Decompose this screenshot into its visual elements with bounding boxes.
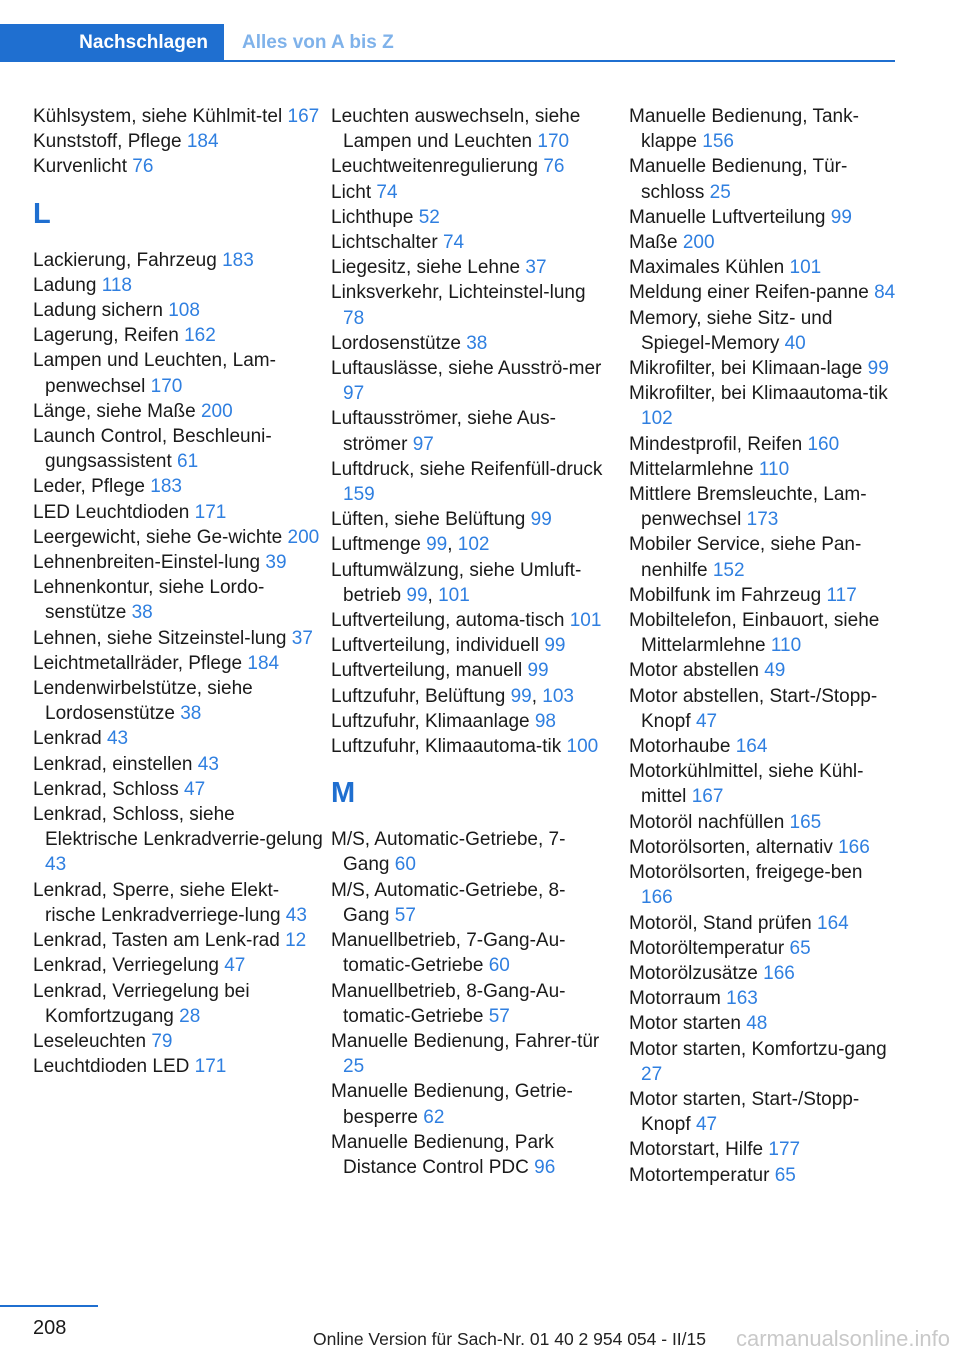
page-link[interactable]: 43	[45, 854, 67, 876]
entry-term: Kunststoff, Pflege	[33, 131, 187, 153]
index-entry	[629, 911, 899, 936]
page-link[interactable]: 52	[418, 206, 440, 228]
entry-term: Manuelle Bedienung, Tank-klappe	[629, 106, 859, 153]
page-link[interactable]: 177	[768, 1139, 801, 1161]
index-entry	[33, 1029, 323, 1054]
entry-term: Lichthupe	[331, 206, 419, 228]
page-link[interactable]: 74	[442, 232, 465, 254]
page-link[interactable]: 167	[287, 106, 320, 127]
page-link[interactable]: 183	[222, 249, 254, 271]
page-link[interactable]: 171	[194, 501, 227, 523]
entry-term: Mikrofilter, bei Klimaan-lage	[629, 358, 868, 380]
page-link[interactable]: 163	[726, 988, 758, 1010]
entry-term: Lehnenkontur, siehe Lordo-senstütze	[33, 577, 265, 624]
index-entry	[629, 1163, 899, 1188]
entry-term: Lenkrad, Schloss, siehe Elektrische Lenkradverrie-gelung	[33, 804, 323, 851]
index-entry	[331, 1079, 603, 1129]
index-entry	[331, 507, 603, 532]
page-link[interactable]: 165	[789, 811, 822, 833]
index-entry	[629, 583, 899, 608]
index-column-1	[33, 104, 323, 1079]
page-link[interactable]: 110	[758, 458, 790, 480]
page-link[interactable]: 99	[527, 660, 549, 682]
index-entry	[331, 230, 603, 255]
index-entry	[629, 986, 899, 1011]
entry-term: Meldung einer Reifen-panne	[629, 282, 875, 304]
entry-term: Luftverteilung, automa-tisch	[331, 610, 570, 632]
index-entry	[331, 154, 603, 179]
page-link[interactable]: 99	[530, 509, 552, 531]
entry-term: Motorölsorten, alternativ	[629, 836, 839, 858]
entry-term: Luftausströmer, siehe Aus-strömer	[331, 408, 556, 455]
index-entry	[331, 1130, 603, 1180]
index-entry	[629, 684, 899, 734]
page-link[interactable]: 118	[101, 274, 132, 296]
entry-term: Leuchtweitenregulierung	[331, 156, 544, 178]
page-link[interactable]: 99	[406, 584, 428, 606]
entry-term: Manuellbetrieb, 8-Gang-Au-tomatic-Getriebe	[331, 980, 566, 1027]
entry-term: Motoröltemperatur	[629, 937, 790, 959]
index-entry	[629, 608, 899, 658]
index-entry	[629, 381, 899, 431]
page-link[interactable]: 76	[132, 156, 154, 178]
section-letter: M	[331, 777, 356, 810]
entry-term: Manuelle Bedienung, Tür-schloss	[629, 156, 848, 203]
entry-term: Leuchten auswechseln, siehe Lampen und Leuchten	[331, 106, 581, 153]
entry-term: Luftdruck, siehe Reifenfüll-druck	[331, 458, 603, 480]
page-link[interactable]: 160	[807, 433, 840, 455]
entry-term: Manuelle Bedienung, Fahrer-tür	[331, 1030, 600, 1052]
entry-term: Mobiler Service, siehe Pan-nenhilfe	[629, 534, 862, 581]
index-entry	[331, 406, 603, 456]
entry-term: Licht	[331, 181, 377, 203]
page-link[interactable]: 65	[789, 937, 811, 959]
page-link[interactable]: 183	[150, 476, 182, 498]
page-link[interactable]: 99	[830, 206, 852, 228]
entry-term: Luftverteilung, manuell	[331, 660, 528, 682]
entry-term: M/S, Automatic-Getriebe, 7-Gang	[331, 829, 566, 876]
entry-term: Launch Control, Beschleuni-gungsassistent	[33, 426, 272, 473]
index-entry	[629, 759, 899, 809]
page-link[interactable]: 200	[200, 400, 233, 422]
index-entry	[331, 205, 603, 230]
index-entry: Luftumwälzung, siehe Umluft-betrieb 99, 101	[331, 559, 582, 606]
entry-term: Lichtschalter	[331, 232, 443, 254]
entry-term: Maße	[629, 232, 683, 254]
index-entry	[33, 979, 323, 1029]
page-link[interactable]: 99	[426, 534, 448, 556]
tab-nachschlagen[interactable]: Nachschlagen	[0, 24, 224, 62]
index-entry	[629, 532, 899, 582]
page-link[interactable]: 65	[774, 1164, 796, 1186]
entry-term: Luftzufuhr, Klimaanlage	[331, 710, 535, 732]
entry-term: Liegesitz, siehe Lehne	[331, 257, 526, 279]
entry-term: Manuelle Luftverteilung	[629, 206, 831, 228]
entry-term: Kühlsystem, siehe Kühlmit-tel	[33, 106, 288, 127]
index-entry	[33, 348, 323, 398]
index-entry	[629, 306, 899, 356]
page-link[interactable]: 162	[184, 325, 216, 347]
entry-term: Ladung	[33, 274, 102, 296]
page-link[interactable]: 60	[488, 955, 510, 977]
index-entry	[629, 835, 899, 860]
page-link[interactable]: 47	[695, 1114, 718, 1136]
page-link[interactable]: 99	[867, 358, 889, 380]
index-entry	[33, 525, 323, 550]
page-link[interactable]: 47	[695, 710, 718, 732]
index-entry	[33, 104, 323, 129]
index-entry	[33, 550, 323, 575]
entry-term: Motor starten, Start-/Stopp-Knopf	[629, 1088, 860, 1136]
page-link[interactable]: 170	[537, 131, 570, 153]
page-link[interactable]: 152	[712, 559, 745, 581]
page-link[interactable]: 159	[343, 484, 375, 506]
entry-term: Motor abstellen, Start-/Stopp-Knopf	[629, 685, 878, 732]
page-link[interactable]: 97	[412, 433, 434, 455]
index-entry	[331, 979, 603, 1029]
index-entry	[33, 129, 323, 154]
page-link[interactable]: 38	[466, 332, 488, 354]
page-link[interactable]: 38	[131, 602, 153, 624]
page-link[interactable]: 37	[291, 627, 313, 649]
entry-term: Lüften, siehe Belüftung	[331, 509, 531, 531]
page-link[interactable]: 79	[151, 1030, 173, 1052]
entry-term: Luftzufuhr, Klimaautoma-tik	[331, 736, 567, 758]
index-entry	[629, 255, 899, 280]
page-link[interactable]: 117	[826, 584, 857, 606]
index-entry	[33, 953, 323, 978]
page-link[interactable]: 102	[641, 408, 673, 430]
index-entry	[33, 424, 323, 474]
entry-term: Ladung sichern	[33, 300, 169, 322]
entry-term: Mobilfunk im Fahrzeug	[629, 584, 827, 606]
page-link[interactable]: 62	[423, 1106, 445, 1128]
index-entry	[629, 1137, 899, 1162]
entry-term: Mittelarmlehne	[629, 458, 759, 480]
page-link[interactable]: 25	[709, 181, 731, 203]
index-entry	[33, 298, 323, 323]
index-entry	[629, 961, 899, 986]
index-entry	[331, 633, 603, 658]
page-link[interactable]: 99	[510, 685, 532, 707]
page-link[interactable]: 60	[394, 854, 416, 876]
entry-term: Motorhaube	[629, 736, 736, 758]
page-link[interactable]: 103	[542, 685, 574, 707]
index-entry	[331, 280, 603, 330]
index-entry	[331, 1029, 603, 1079]
entry-term: Lenkrad, Verriegelung	[33, 955, 225, 977]
page-link[interactable]: 78	[343, 307, 365, 329]
index-entry	[33, 676, 323, 726]
entry-term: Lenkrad, Schloss	[33, 778, 185, 800]
entry-term: Motoröl, Stand prüfen	[629, 912, 817, 934]
page-link[interactable]: 84	[874, 282, 896, 304]
index-entry	[629, 356, 899, 381]
index-entry	[629, 860, 899, 910]
index-entry	[33, 500, 323, 525]
page-link[interactable]: 97	[343, 383, 365, 405]
online-version-text: Online Version für Sach-Nr. 01 40 2 954 054 - II/15	[312, 1329, 706, 1349]
entry-term: Mittlere Bremsleuchte, Lam-penwechsel	[629, 484, 867, 531]
page-link[interactable]: 61	[177, 451, 199, 473]
page-link[interactable]: 166	[838, 836, 870, 858]
index-entry	[629, 230, 899, 255]
page-link[interactable]: 40	[784, 332, 806, 354]
page-link[interactable]: 101	[789, 257, 822, 279]
index-entry	[629, 280, 899, 305]
index-entry	[629, 457, 899, 482]
page-link[interactable]: 99	[544, 635, 566, 657]
page-link[interactable]: 166	[763, 962, 795, 984]
index-entry	[331, 734, 603, 759]
index-entry	[629, 432, 899, 457]
page-link[interactable]: 74	[376, 181, 398, 203]
index-entry	[33, 777, 323, 802]
entry-term: Motortemperatur	[629, 1164, 775, 1186]
entry-term: Leuchtdioden LED	[33, 1056, 195, 1078]
index-entry	[331, 356, 603, 406]
entry-term: Lampen und Leuchten, Lam-penwechsel	[33, 350, 276, 397]
watermark-logo: carmanualsonline.info	[735, 1326, 950, 1351]
index-entry	[33, 752, 323, 777]
index-entry	[33, 802, 323, 878]
entry-term: Lordosenstütze	[331, 332, 467, 354]
index-entry	[331, 104, 603, 154]
index-entry	[629, 1087, 899, 1137]
page-link[interactable]: 27	[641, 1063, 663, 1085]
entry-term: Motorölzusätze	[629, 962, 764, 984]
entry-term: Memory, siehe Sitz- und Spiegel-Memory	[629, 307, 833, 354]
page-link[interactable]: 43	[106, 728, 129, 750]
index-entry	[629, 810, 899, 835]
entry-term: Manuelle Bedienung, Park Distance Control PDC	[331, 1131, 554, 1178]
page-link[interactable]: 200	[682, 232, 715, 254]
index-entry	[629, 482, 899, 532]
index-entry	[331, 457, 603, 507]
entry-term: Maximales Kühlen	[629, 257, 790, 279]
section-letter: L	[33, 197, 51, 230]
page-link[interactable]: 101	[438, 584, 470, 606]
page-link[interactable]: 47	[224, 955, 246, 977]
index-entry	[33, 399, 323, 424]
entry-term: Motor abstellen	[629, 660, 765, 682]
page-link[interactable]: 200	[287, 526, 320, 548]
page-link[interactable]: 156	[702, 131, 734, 153]
page-link[interactable]: 57	[488, 1005, 510, 1027]
page-link[interactable]: 166	[641, 887, 673, 909]
entry-term: Länge, siehe Maße	[33, 400, 201, 422]
index-entry	[33, 1054, 323, 1079]
entry-term: Lehnenbreiten-Einstel-lung	[33, 552, 266, 574]
index-entry	[331, 827, 603, 877]
entry-term: Manuelle Bedienung, Getrie-besperre	[331, 1081, 573, 1128]
page-link[interactable]: 96	[534, 1156, 556, 1178]
index-entry	[331, 878, 603, 928]
index-entry	[629, 154, 899, 204]
page-link[interactable]: 49	[764, 660, 786, 682]
entry-term: Manuellbetrieb, 7-Gang-Au-tomatic-Getriebe	[331, 930, 566, 977]
page-link[interactable]: 37	[525, 257, 547, 279]
index-entry	[33, 575, 323, 625]
entry-term: Mindestprofil, Reifen	[629, 433, 808, 455]
page-link[interactable]: 184	[186, 131, 219, 153]
entry-term: Linksverkehr, Lichteinstel-lung	[331, 282, 586, 304]
page-link[interactable]: 170	[150, 375, 183, 397]
index-entry	[33, 273, 323, 298]
index-entry	[331, 709, 603, 734]
page-link[interactable]: 48	[746, 1013, 768, 1035]
index-entry	[331, 928, 603, 978]
entry-term: Leder, Pflege	[33, 476, 151, 498]
page-link[interactable]: 164	[817, 912, 849, 934]
entry-term: Lenkrad	[33, 728, 107, 750]
index-entry	[33, 928, 323, 953]
page-link[interactable]: 43	[285, 904, 307, 926]
index-entry	[33, 726, 323, 751]
page-link[interactable]: 12	[285, 930, 307, 952]
entry-term: Motorstart, Hilfe	[629, 1139, 769, 1161]
entry-term: Mikrofilter, bei Klimaautoma-tik	[629, 383, 888, 405]
entry-term: Mobiltelefon, Einbauort, siehe Mittelarmlehne	[629, 610, 880, 657]
entry-term: Lenkrad, einstellen	[33, 753, 198, 775]
page-link[interactable]: 110	[770, 635, 802, 657]
page-link[interactable]: 47	[184, 778, 206, 800]
page-link[interactable]: 100	[566, 736, 599, 758]
page-link[interactable]: 101	[569, 610, 602, 632]
entry-term: Lenkrad, Tasten am Lenk-rad	[33, 930, 286, 952]
page-link[interactable]: 102	[457, 534, 490, 556]
entry-term: Luftauslässe, siehe Ausströ-mer	[331, 358, 602, 380]
entry-term: Motor starten, Komfortzu-gang	[629, 1038, 887, 1060]
index-entry	[629, 658, 899, 683]
entry-term: Motor starten	[629, 1013, 747, 1035]
entry-term: Leseleuchten	[33, 1030, 152, 1052]
page-link[interactable]: 28	[179, 1005, 201, 1027]
page-link[interactable]: 173	[746, 509, 779, 531]
entry-term: Lagerung, Reifen	[33, 325, 185, 347]
index-entry	[33, 651, 323, 676]
entry-term: LED Leuchtdioden	[33, 501, 195, 523]
index-entry	[331, 658, 603, 683]
index-entry	[331, 608, 603, 633]
entry-term: Lackierung, Fahrzeug	[33, 249, 223, 271]
index-entry	[629, 734, 899, 759]
index-entry: Luftmenge 99, 102	[331, 534, 490, 556]
page-link[interactable]: 76	[543, 156, 565, 178]
index-entry	[629, 936, 899, 961]
entry-term: Lenkrad, Verriegelung bei Komfortzugang	[33, 980, 250, 1027]
footer-rule	[0, 1305, 98, 1307]
entry-term: Luftzufuhr, Belüftung	[331, 685, 511, 707]
entry-term: Luftmenge	[331, 534, 427, 556]
entry-term: Motoröl nachfüllen	[629, 811, 790, 833]
entry-term: Kurvenlicht	[33, 156, 133, 178]
index-entry	[331, 331, 603, 356]
index-entry: Luftzufuhr, Belüftung 99, 103	[331, 685, 574, 707]
index-entry	[33, 154, 323, 179]
entry-term: Lehnen, siehe Sitzeinstel-lung	[33, 627, 292, 649]
index-entry	[33, 878, 323, 928]
page-link[interactable]: 184	[247, 652, 280, 674]
index-entry	[33, 626, 323, 651]
page-link[interactable]: 167	[691, 786, 724, 808]
page-link[interactable]: 108	[168, 300, 200, 322]
index-entry	[331, 255, 603, 280]
index-entry	[33, 323, 323, 348]
header-rule	[224, 60, 895, 62]
page-link[interactable]: 57	[394, 904, 416, 926]
entry-term: Luftverteilung, individuell	[331, 635, 545, 657]
index-entry	[33, 248, 323, 273]
header-tabs	[0, 24, 895, 62]
tab-alles-von-a-bis-z[interactable]: Alles von A bis Z	[242, 32, 394, 53]
page-link[interactable]: 171	[194, 1056, 227, 1078]
index-entry	[331, 180, 603, 205]
index-entry	[629, 1037, 899, 1087]
index-column-3	[629, 104, 899, 1188]
page-link[interactable]: 38	[180, 703, 202, 725]
page-link[interactable]: 25	[343, 1056, 365, 1078]
page-link[interactable]: 98	[534, 710, 556, 732]
entry-term: Leergewicht, siehe Ge-wichte	[33, 526, 288, 548]
entry-term: Motorkühlmittel, siehe Kühl-mittel	[629, 761, 864, 808]
page-link[interactable]: 39	[265, 552, 287, 574]
page-number: 208	[33, 1317, 67, 1339]
page-link[interactable]: 164	[735, 736, 768, 758]
index-column-2	[331, 104, 603, 1180]
index-entry	[33, 474, 323, 499]
entry-term: M/S, Automatic-Getriebe, 8-Gang	[331, 879, 566, 926]
entry-term: Motorraum	[629, 988, 727, 1010]
entry-term: Lendenwirbelstütze, siehe Lordosenstütze	[33, 678, 253, 725]
index-entry	[629, 205, 899, 230]
index-entry	[629, 1011, 899, 1036]
entry-term: Leichtmetallräder, Pflege	[33, 652, 248, 674]
index-entry	[629, 104, 899, 154]
entry-term: Motorölsorten, freigege-ben	[629, 862, 863, 884]
entry-term: Luftumwälzung, siehe Umluft-betrieb	[331, 559, 582, 606]
page-link[interactable]: 43	[197, 753, 219, 775]
entry-term: Lenkrad, Sperre, siehe Elekt-rische Lenkradverriege-lung	[33, 879, 286, 926]
